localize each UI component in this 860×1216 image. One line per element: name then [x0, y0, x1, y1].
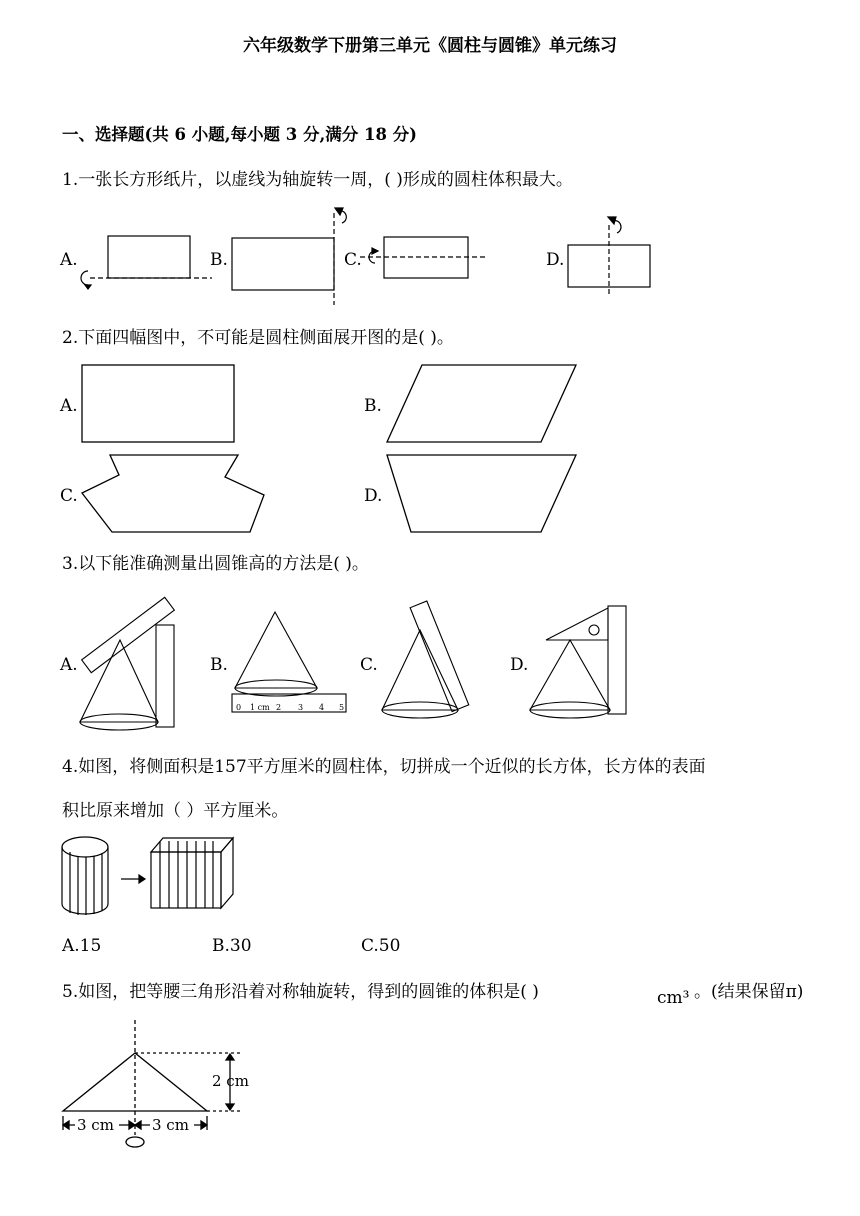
- q1-option-d-label: D.: [546, 250, 565, 270]
- question-1-stem: 1.一张长方形纸片，以虚线为轴旋转一周，( )形成的圆柱体积最大。: [62, 170, 573, 190]
- q4-figure: [55, 832, 315, 922]
- q4-option-b: B.30: [212, 936, 252, 956]
- q3-option-a-label: A.: [60, 655, 78, 675]
- ruler-tick-0: 0: [236, 703, 242, 712]
- q2-figures: [0, 360, 860, 540]
- ruler-tick-4: 4: [319, 703, 325, 712]
- ruler-tick-3: 3: [298, 703, 304, 712]
- q4-option-c: C.50: [361, 936, 401, 956]
- q2-option-b-label: B.: [364, 396, 382, 416]
- question-3-stem: 3.以下能准确测量出圆锥高的方法是( )。: [62, 554, 369, 574]
- q1-option-b-label: B.: [210, 250, 228, 270]
- q1-option-a-label: A.: [60, 250, 78, 270]
- ruler-tick-1: 1 cm: [250, 703, 270, 712]
- q4-option-a: A.15: [62, 936, 102, 956]
- page-title: 六年级数学下册第三单元《圆柱与圆锥》单元练习: [243, 36, 617, 56]
- right-base-label: 3 cm: [152, 1116, 189, 1134]
- q3-option-d-label: D.: [510, 655, 529, 675]
- q2-option-c-label: C.: [60, 486, 78, 506]
- question-2-stem: 2.下面四幅图中，不可能是圆柱侧面展开图的是( )。: [62, 328, 454, 348]
- ruler-tick-5: 5: [339, 703, 345, 712]
- q1-option-c-label: C.: [344, 250, 362, 270]
- q3-option-c-label: C.: [360, 655, 378, 675]
- question-4-stem-line1: 4.如图，将侧面积是157平方厘米的圆柱体，切拼成一个近似的长方体，长方体的表面: [62, 757, 706, 777]
- q5-note: 。(结果保留π): [694, 982, 804, 1002]
- q1-figures: [0, 205, 860, 315]
- q2-option-d-label: D.: [364, 486, 383, 506]
- question-4-stem-line2: 积比原来增加（ ）平方厘米。: [62, 801, 289, 821]
- question-5-stem: 5.如图，把等腰三角形沿着对称轴旋转，得到的圆锥的体积是( ): [62, 982, 539, 1002]
- q5-triangle-diagram: [55, 1020, 295, 1160]
- ruler-tick-2: 2: [276, 703, 282, 712]
- q2-option-a-label: A.: [60, 396, 78, 416]
- q3-option-b-label: B.: [210, 655, 228, 675]
- height-label: 2 cm: [212, 1072, 249, 1090]
- q5-unit: cm³: [657, 988, 690, 1008]
- left-base-label: 3 cm: [77, 1116, 114, 1134]
- q3-figures: [0, 590, 860, 740]
- section-heading: 一、选择题(共 6 小题,每小题 3 分,满分 18 分): [62, 125, 417, 144]
